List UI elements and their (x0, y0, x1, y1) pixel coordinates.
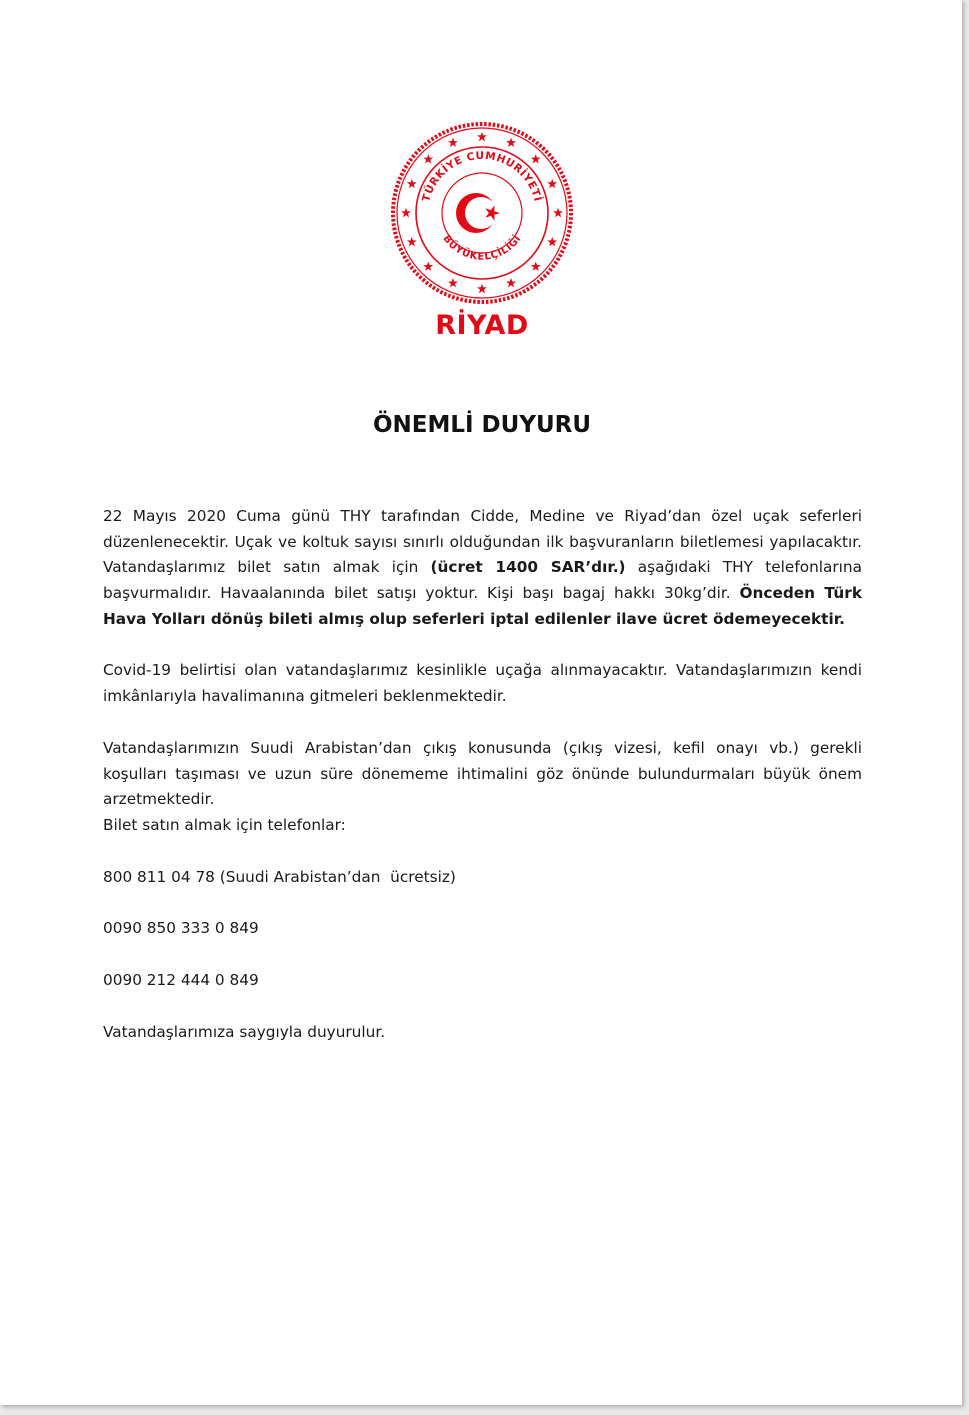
seal-star-icon (477, 284, 487, 293)
paragraph-flights-part1: 22 Mayıs 2020 Cuma günü THY tarafından Cidde, Medine ve Riyad’dan özel uçak seferleri düzenlenecektir. Uçak ve koltuk sayısı sınırlı olduğundan ilk başvuranların biletlemesi yapılacaktır. Vatandaşlarımız bilet satın almak için (103, 507, 862, 577)
seal-star-icon (448, 138, 458, 147)
seal-star-icon (407, 237, 417, 246)
phone-number-2: 0090 850 333 0 849 (103, 919, 259, 937)
seal-star-icon (531, 154, 541, 163)
seal-star-icon (553, 208, 563, 217)
refund-note-text: Önceden Türk Hava Yolları dönüş bileti almış olup seferleri iptal edilenler ilave ücret ödemeyecektir. (103, 584, 862, 628)
seal-star-icon (547, 237, 557, 246)
seal-star-icon (401, 208, 411, 217)
announcement-title: ÖNEMLİ DUYURU (372, 412, 592, 438)
seal-star-icon (448, 278, 458, 287)
embassy-seal-icon (387, 118, 577, 308)
seal-star-icon (547, 179, 557, 188)
paragraph-flights (103, 504, 862, 633)
paragraph-covid: Covid-19 belirtisi olan vatandaşlarımız kesinlikle uçağa alınmayacaktır. Vatandaşlarımızın kendi imkânlarıyla havalimanına gitmeleri beklenmektedir. (103, 661, 862, 705)
svg-text:BÜYÜKELÇİLİĞİ (440, 232, 523, 263)
phone-number-3: 0090 212 444 0 849 (103, 971, 259, 989)
phones-heading: Bilet satın almak için telefonlar: (103, 816, 346, 834)
city-name: RİYAD (435, 310, 529, 341)
seal-star-icon (506, 278, 516, 287)
seal-top-text: TÜRKİYE CUMHURİYETİ (420, 149, 544, 204)
seal-star-icon (423, 154, 433, 163)
seal-star-icon (407, 179, 417, 188)
ticket-price-text: (ücret 1400 SAR’dır.) (430, 558, 626, 577)
closing-line: Vatandaşlarımıza saygıyla duyurulur. (103, 1023, 386, 1041)
seal-star-icon (477, 132, 487, 141)
seal-bottom-text: BÜYÜKELÇİLİĞİ (440, 233, 524, 263)
seal-star-icon (423, 262, 433, 271)
paragraph-exit-conditions: Vatandaşlarımızın Suudi Arabistan’dan çıkış konusunda (çıkış vizesi, kefil onayı vb.) gerekli koşulları taşıması ve uzun süre dönememe ihtimalini göz önünde bulundurmaları büyük önem arzetmektedir. (103, 739, 862, 809)
phone-number-1: 800 811 04 78 (Suudi Arabistan’dan ücretsiz) (103, 868, 456, 886)
seal-star-icon (506, 138, 516, 147)
paragraph-flights-part2: aşağıdaki THY telefonlarına başvurmalıdır. Havaalanında bilet satışı yoktur. Kişi başı bagaj hakkı 30kg’dir. (103, 558, 862, 603)
seal-star-icon (531, 262, 541, 271)
